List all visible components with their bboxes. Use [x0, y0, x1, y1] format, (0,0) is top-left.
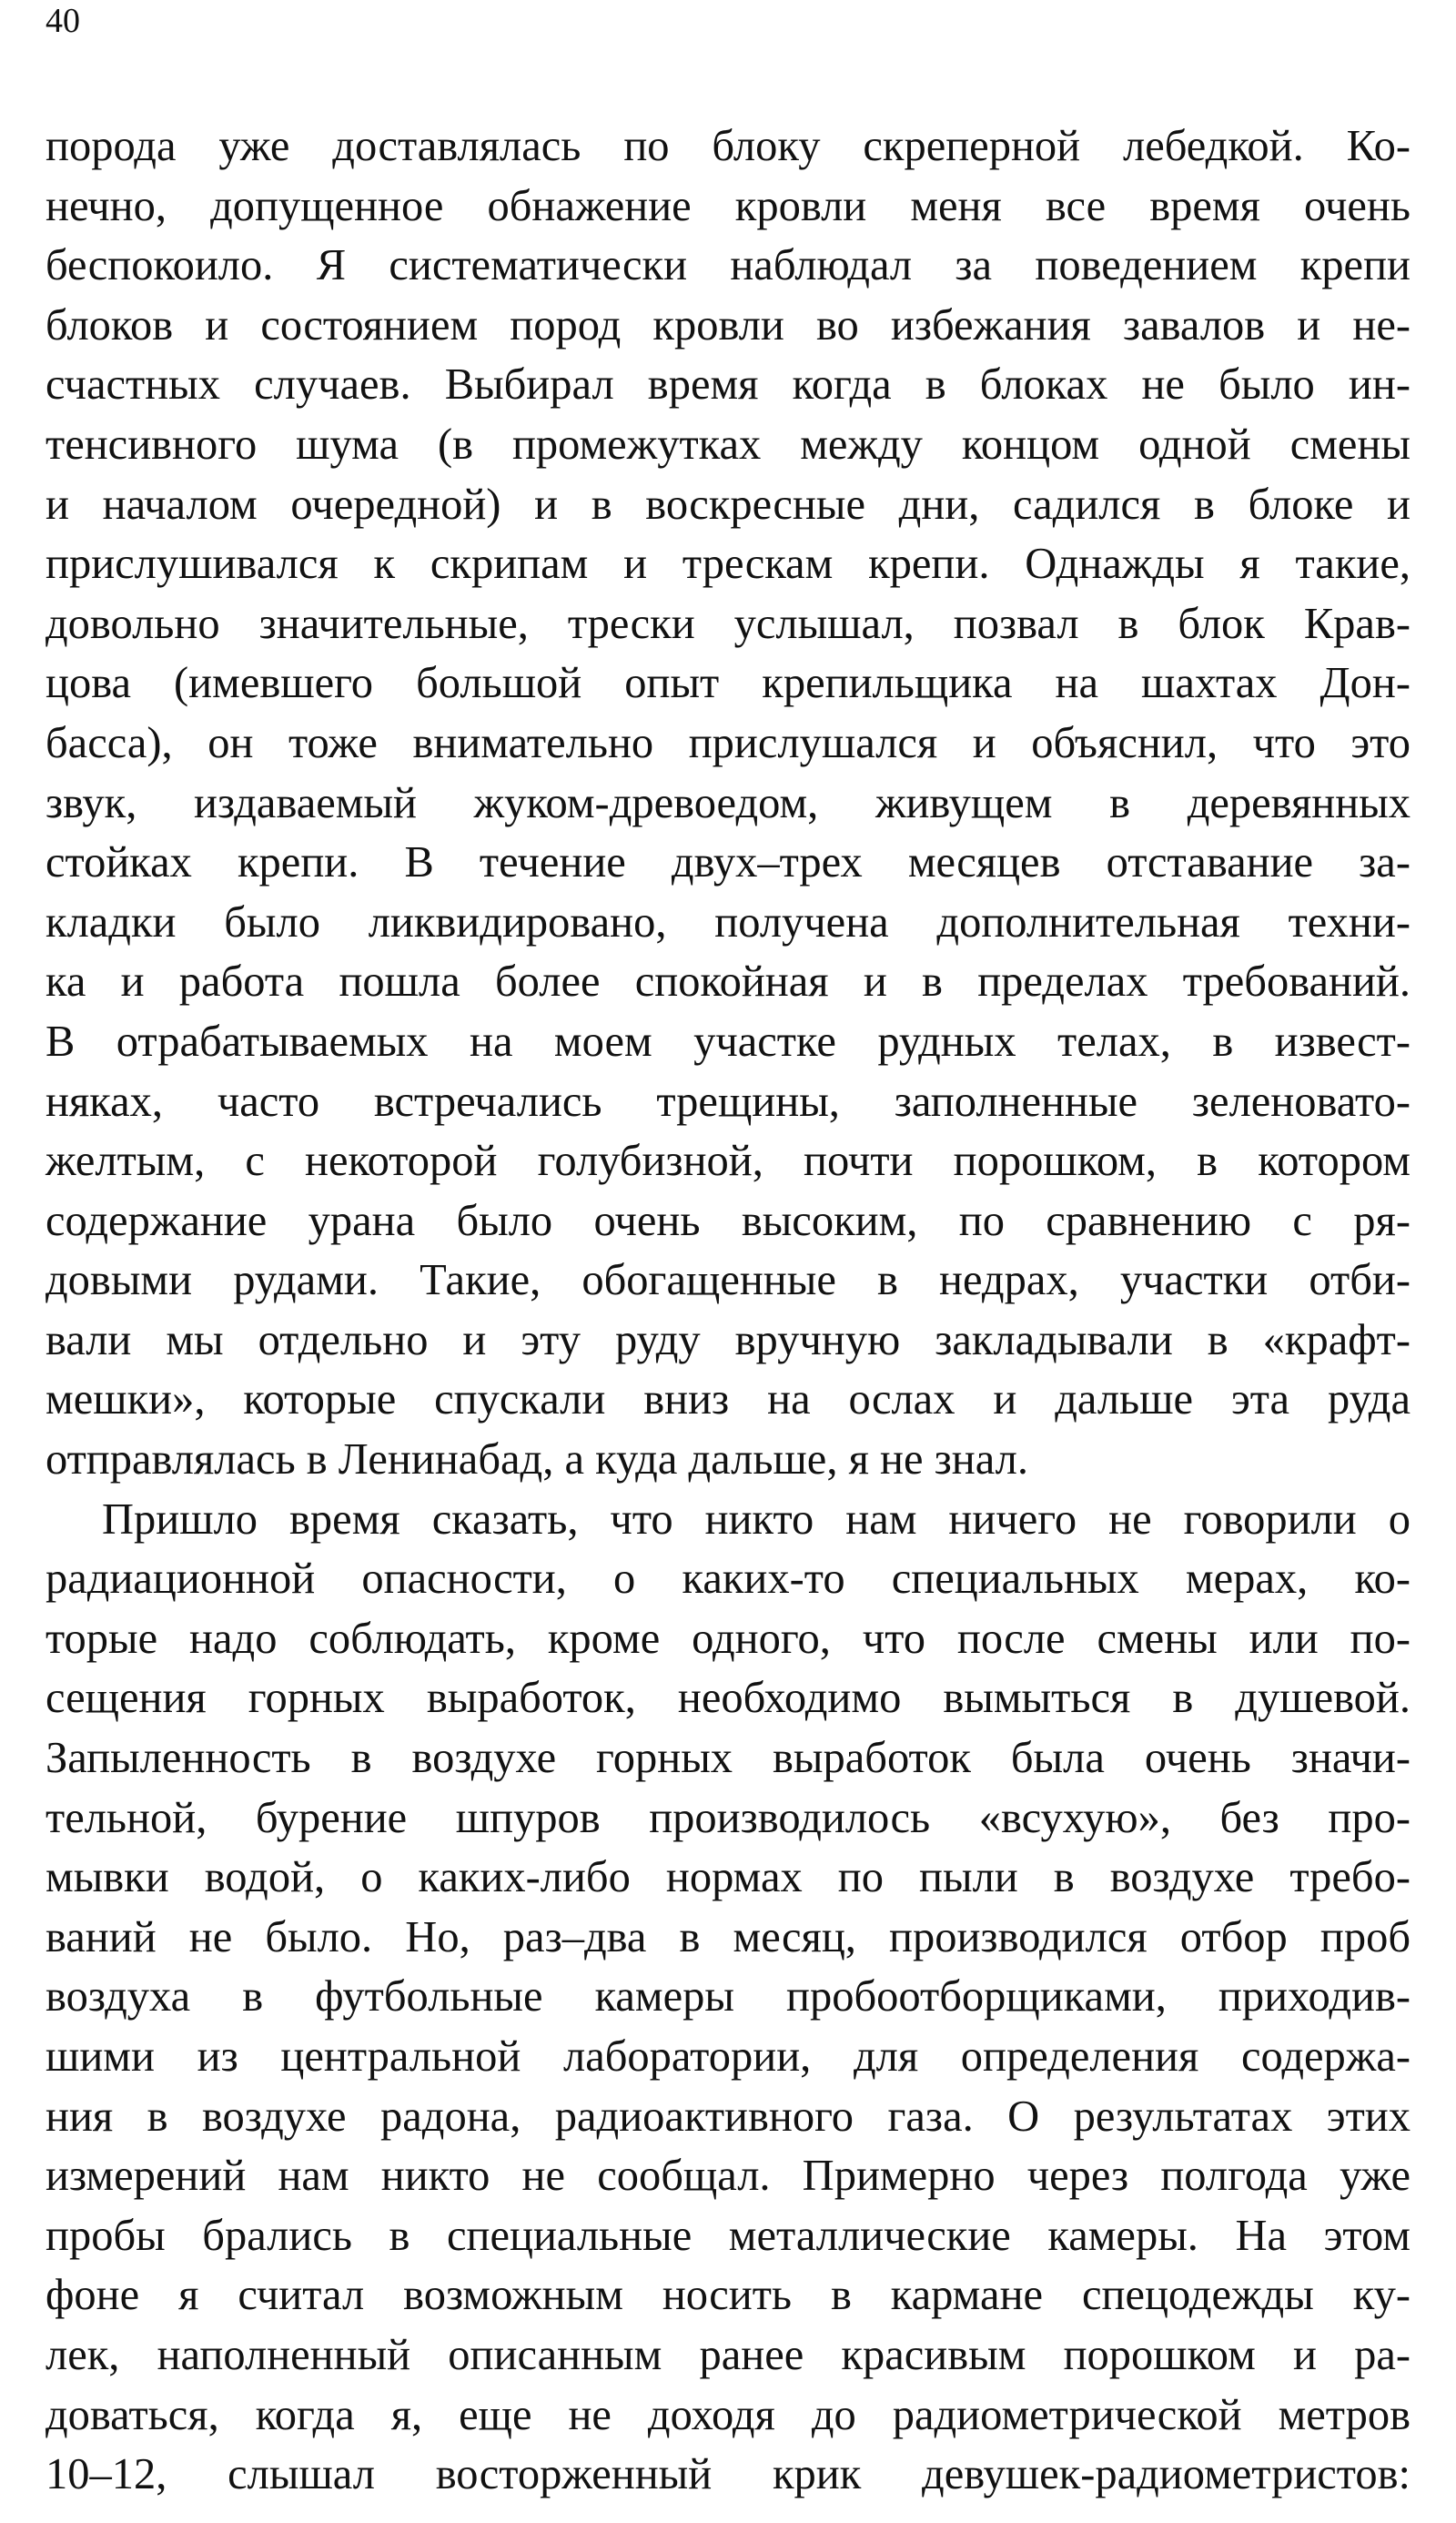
text-line: тельной, бурение шпуров производилось «всухую», без про-	[46, 1793, 1410, 1842]
text-line: радиационной опасности, о каких-то специальных мерах, ко-	[46, 1555, 1410, 1604]
body-text	[46, 117, 1410, 2505]
text-line: сещения горных выработок, необходимо вымыться в душевой.	[46, 1674, 1410, 1723]
text-line: доваться, когда я, еще не доходя до радиометрической метров	[46, 2390, 1410, 2439]
text-line: фоне я считал возможным носить в кармане спецодежды ку-	[46, 2271, 1410, 2320]
text-line: порода уже доставлялась по блоку скреперной лебедкой. Ко-	[46, 122, 1410, 170]
text-line: вали мы отдельно и эту руду вручную закладывали в «крафт-	[46, 1315, 1410, 1364]
text-line: тенсивного шума (в промежутках между концом одной смены	[46, 420, 1410, 469]
text-line: кладки было ликвидировано, получена дополнительная техни-	[46, 897, 1410, 947]
text-line: пробы брались в специальные металлические камеры. На этом	[46, 2211, 1410, 2260]
text-line: ка и работа пошла более спокойная и в пределах требований.	[46, 958, 1410, 1007]
text-line: ваний не было. Но, раз–два в месяц, производился отбор проб	[46, 1912, 1410, 1961]
text-line: Пришло время сказать, что никто нам ничего не говорили о	[102, 1495, 1410, 1544]
text-line: стойках крепи. В течение двух–трех месяцев отставание за-	[46, 838, 1410, 887]
text-line: отправлялась в Ленинабад, а куда дальше, я не знал.	[46, 1435, 1029, 1484]
text-line: мывки водой, о каких-либо нормах по пыли в воздухе требо-	[46, 1853, 1410, 1902]
text-line: торые надо соблюдать, кроме одного, что после смены или по-	[46, 1614, 1410, 1663]
text-line: измерений нам никто не сообщал. Примерно через полгода уже	[46, 2152, 1410, 2201]
text-line: счастных случаев. Выбирал время когда в блоках не было ин-	[46, 360, 1410, 410]
text-line: воздуха в футбольные камеры пробоотборщиками, приходив-	[46, 1972, 1410, 2021]
text-line: 10–12, слышал восторженный крик девушек-радиометристов:	[46, 2450, 1410, 2499]
page-number: 40	[46, 2, 80, 40]
text-line: мешки», которые спускали вниз на ослах и дальше эта руда	[46, 1375, 1410, 1424]
text-line: В отрабатываемых на моем участке рудных телах, в извест-	[46, 1017, 1410, 1066]
text-line: довыми рудами. Такие, обогащенные в недрах, участки отби-	[46, 1256, 1410, 1305]
text-line: блоков и состоянием пород кровли во избежания завалов и не-	[46, 300, 1410, 350]
text-line: прислушивался к скрипам и трескам крепи. Однажды я такие,	[46, 540, 1410, 589]
text-line: содержание урана было очень высоким, по сравнению с ря-	[46, 1196, 1410, 1245]
text-line: Запыленность в воздухе горных выработок была очень значи-	[46, 1734, 1410, 1783]
text-line: желтым, с некоторой голубизной, почти порошком, в котором	[46, 1137, 1410, 1186]
text-line: шими из центральной лаборатории, для определения содержа-	[46, 2032, 1410, 2081]
text-line: ния в воздухе радона, радиоактивного газа. О результатах этих	[46, 2092, 1410, 2141]
text-line: звук, издаваемый жуком-древоедом, живущем в деревянных	[46, 778, 1410, 827]
text-line: лек, наполненный описанным ранее красивым порошком и ра-	[46, 2330, 1410, 2379]
text-line: нечно, допущенное обнажение кровли меня все время очень	[46, 181, 1410, 230]
text-line: цова (имевшего большой опыт крепильщика на шахтах Дон-	[46, 659, 1410, 708]
text-line: беспокоило. Я систематически наблюдал за поведением крепи	[46, 241, 1410, 290]
paragraph	[46, 117, 1410, 1490]
text-line: довольно значительные, трески услышал, позвал в блок Крав-	[46, 599, 1410, 648]
text-line: басса), он тоже внимательно прислушался и объяснил, что это	[46, 718, 1410, 767]
text-line: няках, часто встречались трещины, заполненные зеленовато-	[46, 1077, 1410, 1126]
text-line: и началом очередной) и в воскресные дни, садился в блоке и	[46, 480, 1410, 529]
paragraph	[46, 1490, 1410, 2505]
